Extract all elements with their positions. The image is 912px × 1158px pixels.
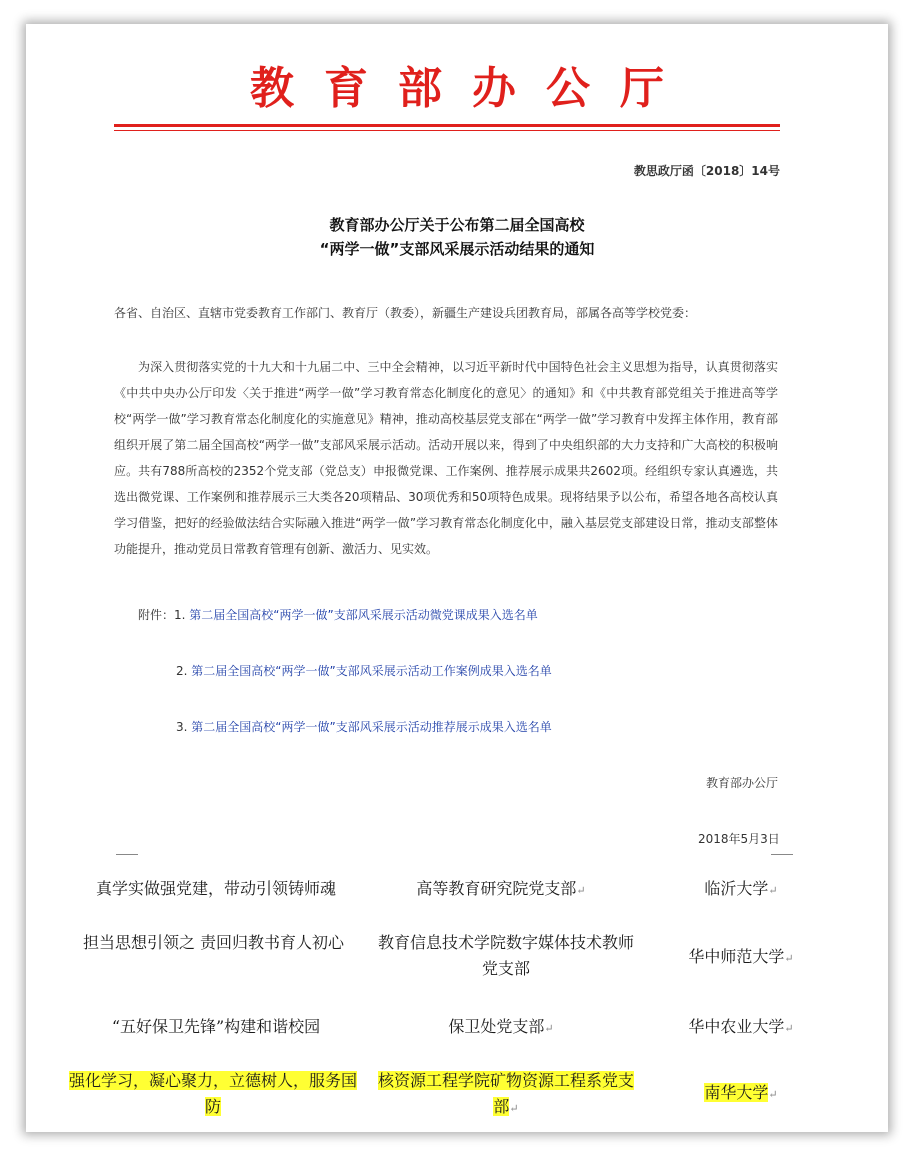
attachment-2-number: 2. <box>176 664 188 678</box>
table-row-4-school: 南华大学↵ <box>704 1083 778 1102</box>
attachment-2 <box>176 662 552 679</box>
body-paragraph: 为深入贯彻落实党的十九大和十九届二中、三中全会精神，以习近平新时代中国特色社会主义思想为指导，认真贯彻落实《中共中央办公厅印发〈关于推进“两学一做”学习教育常态化制度化的意见〉的通知》和《中共教育部党组关于推进高等学校“两学一做”学习教育常态化制度化的实施意见》精神，推动高校基层党支部在“两学一做”学习教育中发挥主体作用，教育部组织开展了第二届全国高校“两学一做”支部风采展示活动。活动开展以来，得到了中央组织部的大力支持和广大高校的积极响应。共有788所高校的2352个党支部（党总支）申报微党课、工作案例、推荐展示成果共2602项。经组织专家认真遴选，共选出微党课、工作案例和推荐展示三大类各20项精品、30项优秀和50项特色成果。现将结果予以公布，希望各地各高校认真学习借鉴，把好的经验做法结合实际融入推进“两学一做”学习教育常态化制度化中，融入基层党支部建设日常，推动支部整体功能提升，推动党员日常教育管理有创新、激活力、见实效。 <box>114 360 778 556</box>
notice-title-line2: “两学一做”支部风采展示活动结果的通知 <box>319 240 595 258</box>
attachment-3-link[interactable]: 第二届全国高校“两学一做”支部风采展示活动推荐展示成果入选名单 <box>191 720 552 734</box>
attachment-1-link[interactable]: 第二届全国高校“两学一做”支部风采展示活动微党课成果入选名单 <box>189 608 538 622</box>
attachment-1-number: 1. <box>174 608 186 622</box>
table-row-1-school: 临沂大学↵ <box>704 879 778 898</box>
table-row-2-branch: 教育信息技术学院数字媒体技术教师党支部 <box>377 933 634 978</box>
notice-title-line1: 教育部办公厅关于公布第二届全国高校 <box>329 216 585 234</box>
table-corner-mark-right <box>771 854 793 855</box>
attachment-3-number: 3. <box>176 720 188 734</box>
table-row-2-title: 担当思想引领之 责回归教书育人初心 <box>82 933 345 952</box>
signature-date: 2018年5月3日 <box>698 832 780 846</box>
table-row-4-title: 强化学习，凝心聚力，立德树人，服务国防 <box>68 1071 357 1116</box>
table-row-3-school: 华中农业大学↵ <box>688 1017 794 1036</box>
table-row-2-school: 华中师范大学↵ <box>688 947 794 966</box>
table-row-3-title: “五好保卫先锋”构建和谐校园 <box>111 1017 321 1036</box>
document-page <box>26 24 888 1132</box>
red-rule-thin <box>114 130 780 131</box>
signature-org: 教育部办公厅 <box>706 776 779 790</box>
salutation: 各省、自治区、直辖市党委教育工作部门、教育厅（教委），新疆生产建设兵团教育局，部属各高等学校党委： <box>114 306 697 320</box>
attachment-1 <box>138 606 538 623</box>
table-row-1-title: 真学实做强党建，带动引领铸师魂 <box>95 879 336 898</box>
document-number: 教思政厅函〔2018〕14号 <box>633 164 780 178</box>
table-corner-mark-left <box>116 854 138 855</box>
table-row-1-branch: 高等教育研究院党支部↵ <box>416 879 586 898</box>
attachment-2-link[interactable]: 第二届全国高校“两学一做”支部风采展示活动工作案例成果入选名单 <box>191 664 552 678</box>
table-row-3-branch: 保卫处党支部↵ <box>448 1017 554 1036</box>
table-row-4-branch: 核资源工程学院矿物资源工程系党支部↵ <box>378 1071 635 1116</box>
red-rule-thick <box>114 124 780 127</box>
attachment-3 <box>176 718 552 735</box>
masthead-title: 教育部办公厅 <box>250 63 694 114</box>
attachment-prefix: 附件： <box>138 608 175 622</box>
